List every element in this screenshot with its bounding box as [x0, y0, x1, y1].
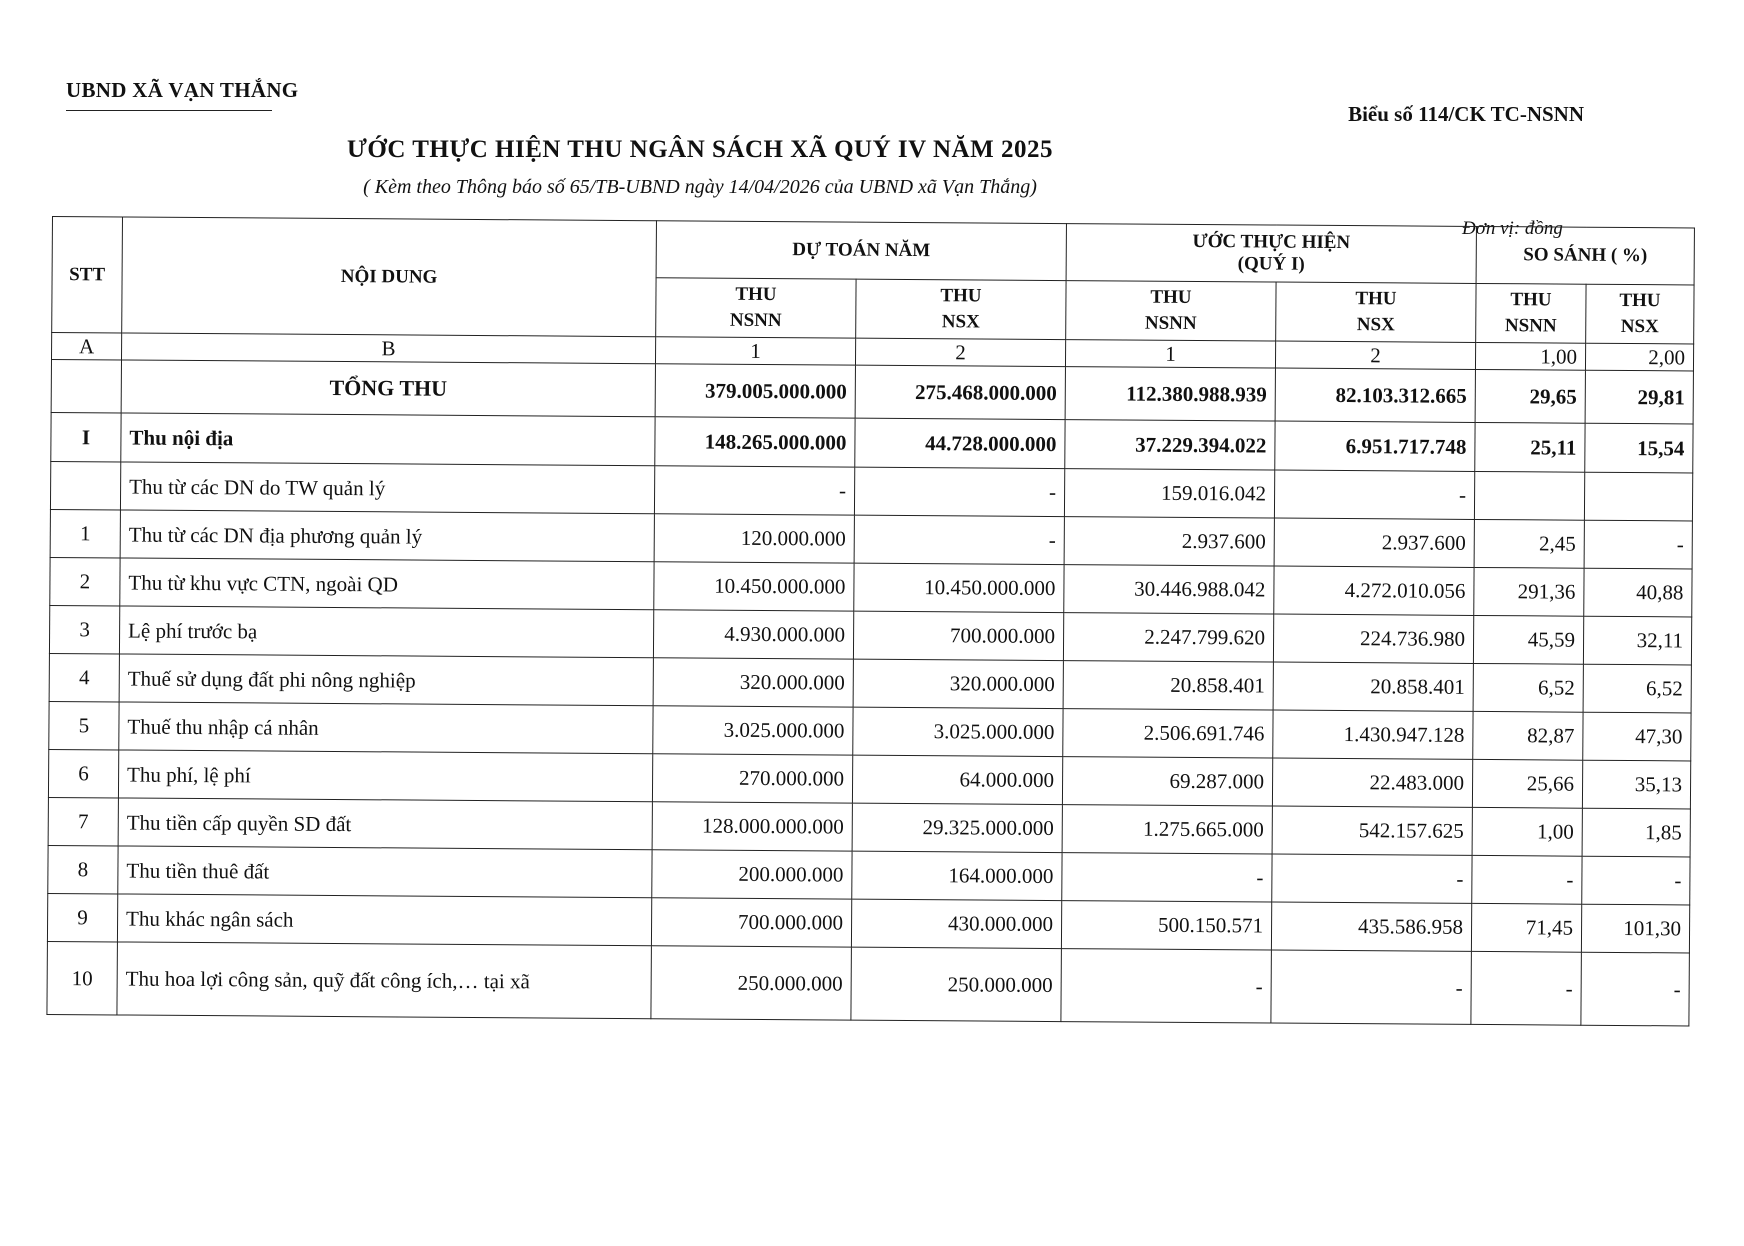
row-stt: 5 — [49, 701, 119, 749]
compare-nsx-percent: - — [1584, 520, 1692, 569]
row-description: Thu tiền cấp quyền SD đất — [118, 798, 652, 850]
compare-nsx-percent: 40,88 — [1584, 568, 1692, 617]
row-stt: 1 — [50, 509, 120, 557]
document-title: ƯỚC THỰC HIỆN THU NGÂN SÁCH XÃ QUÝ IV NĂM 2025 — [347, 136, 1053, 163]
row-description: Thu nội địa — [121, 413, 655, 466]
estimate-nsnn-value: 2.247.799.620 — [1063, 613, 1273, 662]
row-description: Thu từ các DN do TW quản lý — [120, 462, 654, 514]
header-content: NỘI DUNG — [122, 217, 657, 337]
plan-nsnn-value: 200.000.000 — [652, 850, 852, 899]
row-description: Thu từ các DN địa phương quản lý — [120, 510, 654, 562]
compare-nsx-percent: - — [1581, 952, 1690, 1026]
row-description: Thu phí, lệ phí — [118, 750, 652, 802]
estimate-nsx-value: - — [1274, 470, 1474, 519]
header-estimate: ƯỚC THỰC HIỆN (QUÝ I) — [1066, 224, 1476, 284]
header-compare: SO SÁNH ( %) — [1476, 226, 1694, 285]
row-description: TỔNG THU — [121, 360, 655, 417]
row-stt — [50, 461, 120, 509]
plan-nsnn-value: 3.025.000.000 — [653, 706, 853, 755]
row-stt: 6 — [48, 749, 118, 797]
compare-nsnn-percent: 1,00 — [1472, 807, 1582, 856]
estimate-nsnn-value: 2.506.691.746 — [1063, 709, 1273, 758]
row-description: Thu tiền thuê đất — [118, 846, 652, 898]
compare-nsx-percent: 1,85 — [1582, 808, 1690, 857]
compare-nsx-percent: 47,30 — [1583, 712, 1691, 761]
row-description: Thu hoa lợi công sản, quỹ đất công ích,… tại xã — [117, 942, 651, 1019]
compare-nsnn-percent: 25,66 — [1472, 759, 1582, 808]
plan-nsnn-value: 128.000.000.000 — [652, 802, 852, 851]
row-description: Thu từ khu vực CTN, ngoài QD — [120, 558, 654, 610]
plan-nsx-value: 430.000.000 — [851, 899, 1061, 948]
header-compare-nsx: THU NSX — [1586, 284, 1694, 344]
plan-nsnn-value: 4.930.000.000 — [653, 610, 853, 659]
row-stt: 2 — [50, 557, 120, 605]
row-stt — [51, 360, 121, 413]
plan-nsx-value: 250.000.000 — [851, 947, 1062, 1021]
index-cell: 2,00 — [1585, 343, 1693, 371]
header-plan: DỰ TOÁN NĂM — [656, 221, 1066, 281]
compare-nsx-percent: 29,81 — [1585, 370, 1693, 424]
organization-name: UBND XÃ VẠN THẮNG — [66, 78, 299, 102]
plan-nsx-value: 10.450.000.000 — [854, 563, 1064, 612]
compare-nsx-percent: - — [1582, 856, 1690, 905]
plan-nsx-value: - — [854, 467, 1064, 516]
plan-nsnn-value: - — [654, 466, 854, 515]
header-plan-nsnn: THU NSNN — [656, 278, 856, 338]
form-number: Biểu số 114/CK TC-NSNN — [1348, 102, 1584, 126]
estimate-nsx-value: 2.937.600 — [1274, 518, 1474, 567]
row-stt: 4 — [49, 653, 119, 701]
row-description: Thuế thu nhập cá nhân — [119, 702, 653, 754]
estimate-nsx-value: 4.272.010.056 — [1274, 566, 1474, 615]
estimate-nsnn-value: 112.380.988.939 — [1065, 367, 1275, 421]
row-stt: 7 — [48, 797, 118, 845]
estimate-nsnn-value: 69.287.000 — [1062, 757, 1272, 806]
unit-label: Đơn vị: đồng — [1462, 218, 1563, 239]
header-estimate-nsx: THU NSX — [1276, 282, 1476, 342]
estimate-nsx-value: 82.103.312.665 — [1275, 368, 1475, 422]
plan-nsx-value: 64.000.000 — [852, 755, 1062, 804]
plan-nsnn-value: 320.000.000 — [653, 658, 853, 707]
plan-nsnn-value: 379.005.000.000 — [655, 364, 855, 418]
plan-nsnn-value: 270.000.000 — [652, 754, 852, 803]
compare-nsnn-percent: 2,45 — [1474, 519, 1584, 568]
estimate-nsx-value: 224.736.980 — [1273, 614, 1473, 663]
plan-nsx-value: 164.000.000 — [852, 851, 1062, 900]
budget-table — [46, 216, 1695, 1026]
table-row — [47, 941, 1690, 1025]
header-plan-nsx: THU NSX — [856, 279, 1066, 339]
index-cell: 1 — [1065, 340, 1275, 368]
row-description: Lệ phí trước bạ — [119, 606, 653, 658]
index-cell: A — [51, 333, 121, 360]
compare-nsnn-percent: - — [1471, 951, 1582, 1025]
plan-nsx-value: 700.000.000 — [853, 611, 1063, 660]
compare-nsnn-percent: 6,52 — [1473, 663, 1583, 712]
compare-nsx-percent: 15,54 — [1585, 423, 1693, 473]
estimate-nsnn-value: 20.858.401 — [1063, 661, 1273, 710]
compare-nsx-percent — [1584, 472, 1692, 521]
estimate-nsx-value: 435.586.958 — [1271, 902, 1471, 951]
estimate-nsnn-value: 30.446.988.042 — [1064, 565, 1274, 614]
plan-nsx-value: 29.325.000.000 — [852, 803, 1062, 852]
compare-nsnn-percent: 25,11 — [1475, 422, 1585, 472]
compare-nsx-percent: 35,13 — [1582, 760, 1690, 809]
index-cell: B — [121, 333, 655, 364]
estimate-nsnn-value: - — [1062, 853, 1272, 902]
estimate-nsx-value: 20.858.401 — [1273, 662, 1473, 711]
estimate-nsx-value: 22.483.000 — [1272, 758, 1472, 807]
index-cell: 1 — [655, 337, 855, 365]
plan-nsx-value: 44.728.000.000 — [855, 418, 1065, 468]
compare-nsnn-percent: 291,36 — [1474, 567, 1584, 616]
estimate-nsnn-value: - — [1061, 949, 1272, 1023]
estimate-nsx-value: - — [1271, 950, 1472, 1024]
compare-nsnn-percent: 29,65 — [1475, 369, 1585, 423]
compare-nsnn-percent: 71,45 — [1471, 903, 1581, 952]
index-cell: 2 — [1275, 341, 1475, 369]
plan-nsx-value: 320.000.000 — [853, 659, 1063, 708]
compare-nsx-percent: 101,30 — [1581, 904, 1689, 953]
plan-nsnn-value: 148.265.000.000 — [655, 417, 855, 467]
plan-nsx-value: - — [854, 515, 1064, 564]
compare-nsnn-percent: - — [1472, 855, 1582, 904]
compare-nsx-percent: 6,52 — [1583, 664, 1691, 713]
row-description: Thuế sử dụng đất phi nông nghiệp — [119, 654, 653, 706]
compare-nsnn-percent: 45,59 — [1473, 615, 1583, 664]
estimate-nsx-value: 1.430.947.128 — [1273, 710, 1473, 759]
row-stt: 3 — [49, 605, 119, 653]
index-cell: 1,00 — [1475, 342, 1585, 370]
plan-nsx-value: 3.025.000.000 — [853, 707, 1063, 756]
organization-underline — [66, 110, 272, 111]
plan-nsx-value: 275.468.000.000 — [855, 365, 1065, 419]
row-description: Thu khác ngân sách — [117, 894, 651, 946]
compare-nsx-percent: 32,11 — [1583, 616, 1691, 665]
index-cell: 2 — [855, 338, 1065, 366]
header-stt: STT — [52, 217, 123, 333]
row-stt: 10 — [47, 941, 118, 1014]
plan-nsnn-value: 700.000.000 — [651, 898, 851, 947]
row-stt: 9 — [47, 893, 117, 941]
row-stt: 8 — [48, 845, 118, 893]
header-compare-nsnn: THU NSNN — [1476, 283, 1586, 343]
row-stt: I — [51, 412, 121, 461]
estimate-nsx-value: - — [1272, 854, 1472, 903]
estimate-nsnn-value: 2.937.600 — [1064, 517, 1274, 566]
estimate-nsnn-value: 500.150.571 — [1061, 901, 1271, 950]
header-estimate-nsnn: THU NSNN — [1066, 281, 1276, 341]
estimate-nsnn-value: 159.016.042 — [1064, 469, 1274, 518]
plan-nsnn-value: 10.450.000.000 — [654, 562, 854, 611]
plan-nsnn-value: 120.000.000 — [654, 514, 854, 563]
document-subtitle: ( Kèm theo Thông báo số 65/TB-UBND ngày 14/04/2026 của UBND xã Vạn Thắng) — [363, 176, 1037, 198]
compare-nsnn-percent: 82,87 — [1473, 711, 1583, 760]
plan-nsnn-value: 250.000.000 — [651, 946, 852, 1020]
estimate-nsx-value: 542.157.625 — [1272, 806, 1472, 855]
compare-nsnn-percent — [1474, 471, 1584, 520]
estimate-nsnn-value: 1.275.665.000 — [1062, 805, 1272, 854]
estimate-nsnn-value: 37.229.394.022 — [1065, 420, 1275, 470]
estimate-nsx-value: 6.951.717.748 — [1275, 421, 1475, 471]
